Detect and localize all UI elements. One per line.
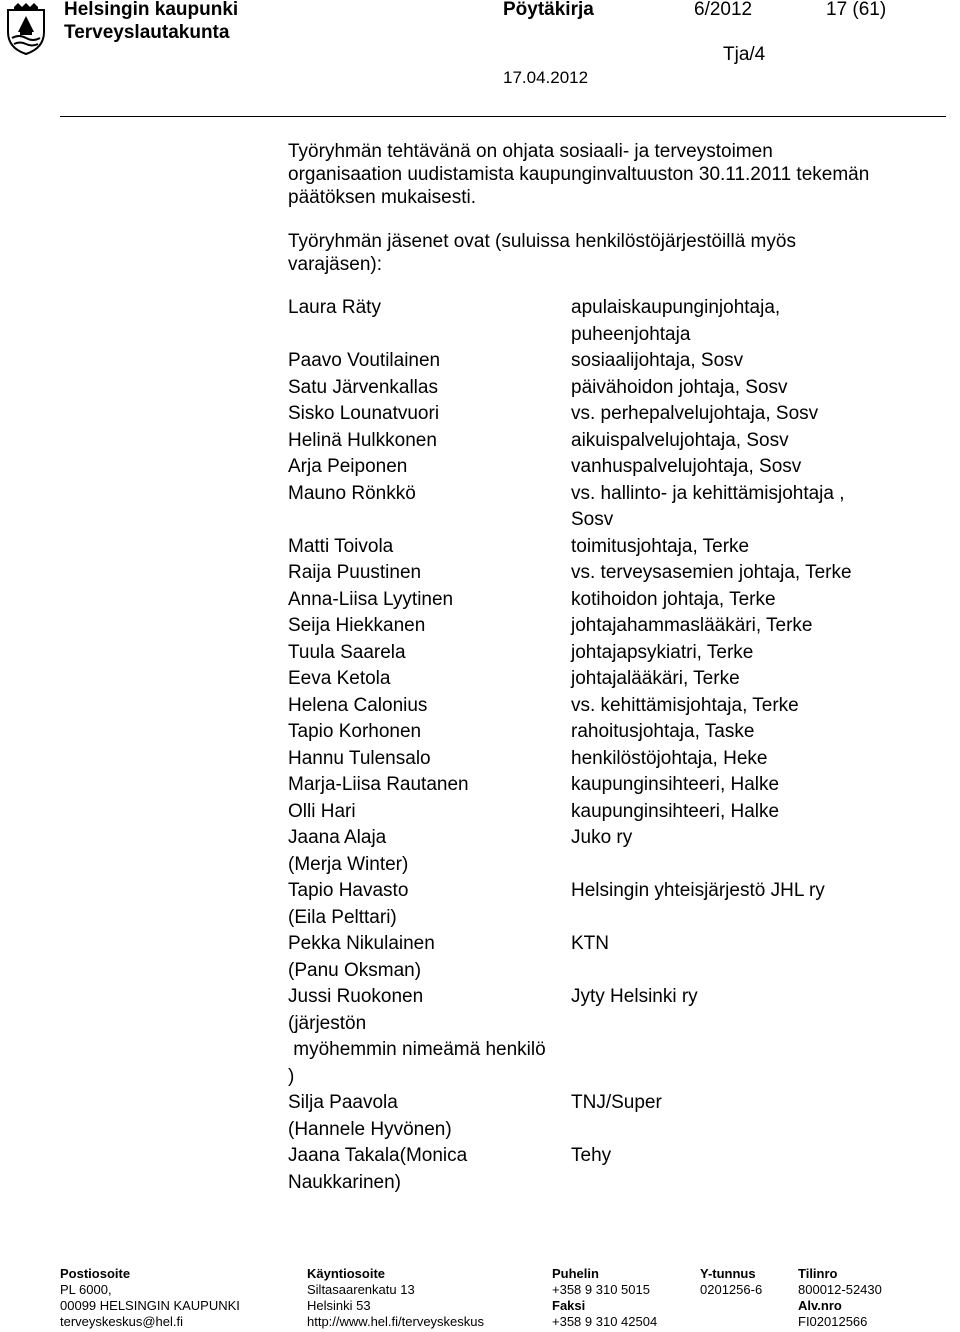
member-name: Jaana Takala(Monica <box>288 1145 468 1166</box>
member-role: toimitusjohtaja, Terke <box>571 535 750 557</box>
footer-alv: FI02012566 <box>798 1314 868 1329</box>
member-role: henkilöstöjohtaja, Heke <box>571 747 768 769</box>
member-name-continued: (järjestön <box>288 1012 367 1034</box>
member-role: johtajahammaslääkäri, Terke <box>571 615 813 636</box>
footer-faksi-label: Faksi <box>552 1298 586 1313</box>
footer-kayntiosoite-line: Siltasaarenkatu 13 <box>307 1282 415 1297</box>
member-role: aikuispalvelujohtaja, Sosv <box>571 429 789 451</box>
member-role: vs. kehittämisjohtaja, Terke <box>571 694 799 716</box>
footer-kayntiosoite-line: Helsinki 53 <box>307 1298 371 1313</box>
member-name-continued: myöhemmin nimeämä henkilö <box>288 1039 546 1060</box>
member-role: vs. perhepalvelujohtaja, Sosv <box>571 403 819 424</box>
board-name: Terveyslautakunta <box>64 22 230 43</box>
footer-postiosoite-line: PL 6000, <box>60 1282 112 1297</box>
member-name-continued: (Panu Oksman) <box>288 959 422 981</box>
intro-paragraph: Työryhmän tehtävänä on ohjata sosiaali- ja terveystoimen organisaation uudistamista kaupunginvaltuuston 30.11.2011 tekemän päätöksen mukaisesti. <box>288 141 870 208</box>
member-name: Helena Calonius <box>288 694 428 716</box>
member-role: kotihoidon johtaja, Terke <box>571 588 776 610</box>
member-name: Laura Räty <box>288 297 381 318</box>
footer-postiosoite-line: 00099 HELSINGIN KAUPUNKI <box>60 1298 240 1313</box>
member-name-continued: (Merja Winter) <box>288 853 409 875</box>
member-role: johtajalääkäri, Terke <box>571 668 740 689</box>
footer-website-link[interactable]: http://www.hel.fi/terveyskeskus <box>307 1314 485 1329</box>
member-name: Helinä Hulkkonen <box>288 429 437 451</box>
member-role: vanhuspalvelujohtaja, Sosv <box>571 456 802 477</box>
footer-alv-label: Alv.nro <box>798 1298 842 1313</box>
member-name: Hannu Tulensalo <box>288 747 431 769</box>
member-role: johtajapsykiatri, Terke <box>571 641 754 663</box>
member-name-continued: ) <box>288 1065 295 1087</box>
member-name: Tapio Korhonen <box>288 721 422 742</box>
member-role: kaupunginsihteeri, Halke <box>571 774 780 795</box>
member-name: Matti Toivola <box>288 535 394 557</box>
footer-kayntiosoite-label: Käyntiosoite <box>307 1266 386 1281</box>
member-name: Satu Järvenkallas <box>288 376 438 398</box>
member-role: kaupunginsihteeri, Halke <box>571 800 780 822</box>
footer-fax: +358 9 310 42504 <box>552 1314 658 1329</box>
member-role: TNJ/Super <box>571 1092 662 1113</box>
member-name: Jaana Alaja <box>288 827 387 848</box>
member-role: Tehy <box>571 1145 612 1166</box>
member-role: Helsingin yhteisjärjestö JHL ry <box>571 880 825 901</box>
document-number: 6/2012 <box>694 0 753 20</box>
member-name: Silja Paavola <box>288 1092 398 1113</box>
document-type: Pöytäkirja <box>503 0 594 20</box>
member-name: Arja Peiponen <box>288 456 408 477</box>
footer-puhelin-label: Puhelin <box>552 1266 599 1281</box>
footer-email: terveyskeskus@hel.fi <box>60 1314 184 1329</box>
member-name: Marja-Liisa Rautanen <box>288 774 469 795</box>
member-name: Pekka Nikulainen <box>288 933 435 954</box>
member-name: Sisko Lounatvuori <box>288 403 440 424</box>
member-role: vs. terveysasemien johtaja, Terke <box>571 562 852 583</box>
member-role: Juko ry <box>571 827 633 848</box>
member-role: päivähoidon johtaja, Sosv <box>571 376 788 398</box>
footer-ytunnus: 0201256-6 <box>700 1282 763 1297</box>
member-name: Anna-Liisa Lyytinen <box>288 588 454 610</box>
member-name-continued: Naukkarinen) <box>288 1171 401 1193</box>
member-name-continued: (Hannele Hyvönen) <box>288 1118 452 1140</box>
footer-ytunnus-label: Y-tunnus <box>700 1266 756 1281</box>
member-name: Eeva Ketola <box>288 668 391 689</box>
header-divider <box>60 116 946 117</box>
member-role-continued: puheenjohtaja <box>571 323 691 345</box>
member-role: sosiaalijohtaja, Sosv <box>571 350 744 371</box>
member-name: Paavo Voutilainen <box>288 350 441 371</box>
footer-tilinro: 800012-52430 <box>798 1282 882 1297</box>
page-number: 17 (61) <box>826 0 887 20</box>
members-intro-paragraph: Työryhmän jäsenet ovat (suluissa henkilöstöjärjestöillä myös varajäsen): <box>288 231 796 275</box>
member-role: KTN <box>571 933 609 954</box>
member-name: Tuula Saarela <box>288 641 406 663</box>
member-name: Seija Hiekkanen <box>288 615 426 636</box>
member-role: vs. hallinto- ja kehittämisjohtaja , <box>571 482 845 504</box>
member-role-continued: Sosv <box>571 509 614 530</box>
helsinki-crest-logo <box>6 2 46 56</box>
member-role: apulaiskaupunginjohtaja, <box>571 297 781 318</box>
member-name: Raija Puustinen <box>288 562 422 583</box>
member-name: Tapio Havasto <box>288 880 409 901</box>
member-role: Jyty Helsinki ry <box>571 986 698 1007</box>
meeting-date: 17.04.2012 <box>503 68 589 87</box>
member-name: Olli Hari <box>288 800 356 822</box>
city-name: Helsingin kaupunki <box>64 0 239 20</box>
member-name-continued: (Eila Pelttari) <box>288 906 397 928</box>
member-name: Jussi Ruokonen <box>288 986 424 1007</box>
member-name: Mauno Rönkkö <box>288 482 416 504</box>
member-role: rahoitusjohtaja, Taske <box>571 721 755 742</box>
section-code: Tja/4 <box>723 44 766 65</box>
footer-phone: +358 9 310 5015 <box>552 1282 650 1297</box>
footer-postiosoite-label: Postiosoite <box>60 1266 131 1281</box>
footer-tilinro-label: Tilinro <box>798 1266 838 1281</box>
